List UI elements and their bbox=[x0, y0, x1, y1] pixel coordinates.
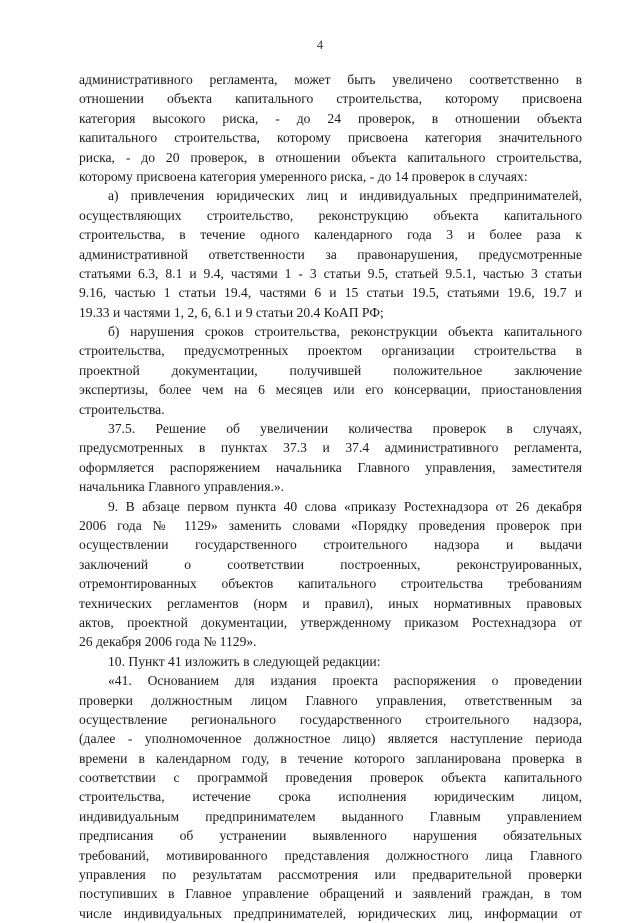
text-line: 26 декабря 2006 года № 1129». bbox=[79, 634, 257, 650]
text-line: отношении объекта капитального строительства, которому присвоена bbox=[79, 91, 582, 107]
text-line: 19.33 и частями 1, 2, 6, 6.1 и 9 статьи 20.4 КоАП РФ; bbox=[79, 304, 384, 320]
text-line: осуществляющих строительство, реконструкцию объекта капитального bbox=[79, 207, 582, 223]
text-line: предписания об устранении выявленного нарушения обязательных bbox=[79, 828, 582, 844]
text-line: соответствии с программой проведения проверок объекта капитального bbox=[79, 770, 582, 786]
text-line: требований, мотивированного представления должностного лица Главного bbox=[79, 847, 582, 863]
text-line: осуществление регионального государственного строительного надзора, bbox=[79, 711, 582, 727]
text-line: проектной документации, получившей положительное заключение bbox=[79, 362, 582, 378]
text-line: отремонтированных объектов капитального строительства требованиям bbox=[79, 576, 582, 592]
text-line: 9. В абзаце первом пункта 40 слова «приказу Ростехнадзора от 26 декабря bbox=[108, 498, 582, 514]
text-line: 9.16, частью 1 статьи 19.4, частями 6 и 15 статьи 19.5, статьями 19.6, 19.7 и bbox=[79, 285, 582, 301]
text-line: заключений о соответствии построенных, реконструированных, bbox=[79, 556, 582, 572]
text-line: управления по результатам рассмотрения или предварительной проверки bbox=[79, 867, 582, 883]
text-line: строительства. bbox=[79, 401, 165, 417]
text-line: а) привлечения юридических лиц и индивидуальных предпринимателей, bbox=[108, 188, 582, 204]
text-line: б) нарушения сроков строительства, реконструкции объекта капитального bbox=[108, 324, 582, 340]
text-line: осуществлении государственного строительного надзора и выдачи bbox=[79, 537, 582, 553]
text-line: капитального строительства, которому присвоена категория значительного bbox=[79, 130, 582, 146]
text-line: риска, - до 20 проверок, в отношении объекта капитального строительства, bbox=[79, 149, 582, 165]
text-line: времени в календарном году, в течение которого запланирована проверка в bbox=[79, 750, 582, 766]
text-line: административной ответственности за правонарушения, предусмотренные bbox=[79, 246, 582, 262]
text-line: оформляется распоряжением начальника Главного управления, заместителя bbox=[79, 459, 582, 475]
text-line: (далее - уполномоченное должностное лицо) является наступление периода bbox=[79, 731, 582, 747]
text-line: которому присвоена категория умеренного риска, - до 14 проверок в случаях: bbox=[79, 168, 528, 184]
text-line: предусмотренных в пунктах 37.3 и 37.4 административного регламента, bbox=[79, 440, 582, 456]
text-line: актов, проектной документации, утвержденному приказом Ростехнадзора от bbox=[79, 614, 582, 630]
page-number: 4 bbox=[316, 38, 324, 52]
text-line: строительства, предусмотренных проектом организации строительства в bbox=[79, 343, 582, 359]
document-body bbox=[79, 70, 582, 923]
text-line: проверки должностным лицом Главного управления, ответственным за bbox=[79, 692, 582, 708]
text-line: 37.5. Решение об увеличении количества проверок в случаях, bbox=[108, 421, 582, 437]
text-line: статьями 6.3, 8.1 и 9.4, частями 1 - 3 статьи 9.5, статьей 9.5.1, частью 3 статьи bbox=[79, 265, 582, 281]
text-line: 2006 года № 1129» заменить словами «Порядку проведения проверок при bbox=[79, 517, 582, 533]
text-line: начальника Главного управления.». bbox=[79, 479, 285, 495]
text-line: технических регламентов (норм и правил), иных нормативных правовых bbox=[79, 595, 582, 611]
text-line: административного регламента, может быть увеличено соответственно в bbox=[79, 72, 582, 87]
text-line: 10. Пункт 41 изложить в следующей редакции: bbox=[108, 653, 381, 669]
text-line: числе индивидуальных предпринимателей, юридических лиц, информации от bbox=[79, 905, 582, 921]
text-line: индивидуальным предпринимателем выданного Главным управлением bbox=[79, 808, 582, 824]
text-line: экспертизы, более чем на 6 месяцев или его консервации, приостановления bbox=[79, 382, 582, 398]
text-line: строительства, в течение одного календарного года 3 и более раза к bbox=[79, 227, 582, 243]
text-line: категория высокого риска, - до 24 проверок, в отношении объекта bbox=[79, 110, 582, 126]
text-line: строительства, истечение срока исполнения юридическим лицом, bbox=[79, 789, 582, 805]
text-line: поступивших в Главное управление обращений и заявлений граждан, в том bbox=[79, 886, 582, 902]
text-line: «41. Основанием для издания проекта распоряжения о проведении bbox=[108, 673, 582, 689]
